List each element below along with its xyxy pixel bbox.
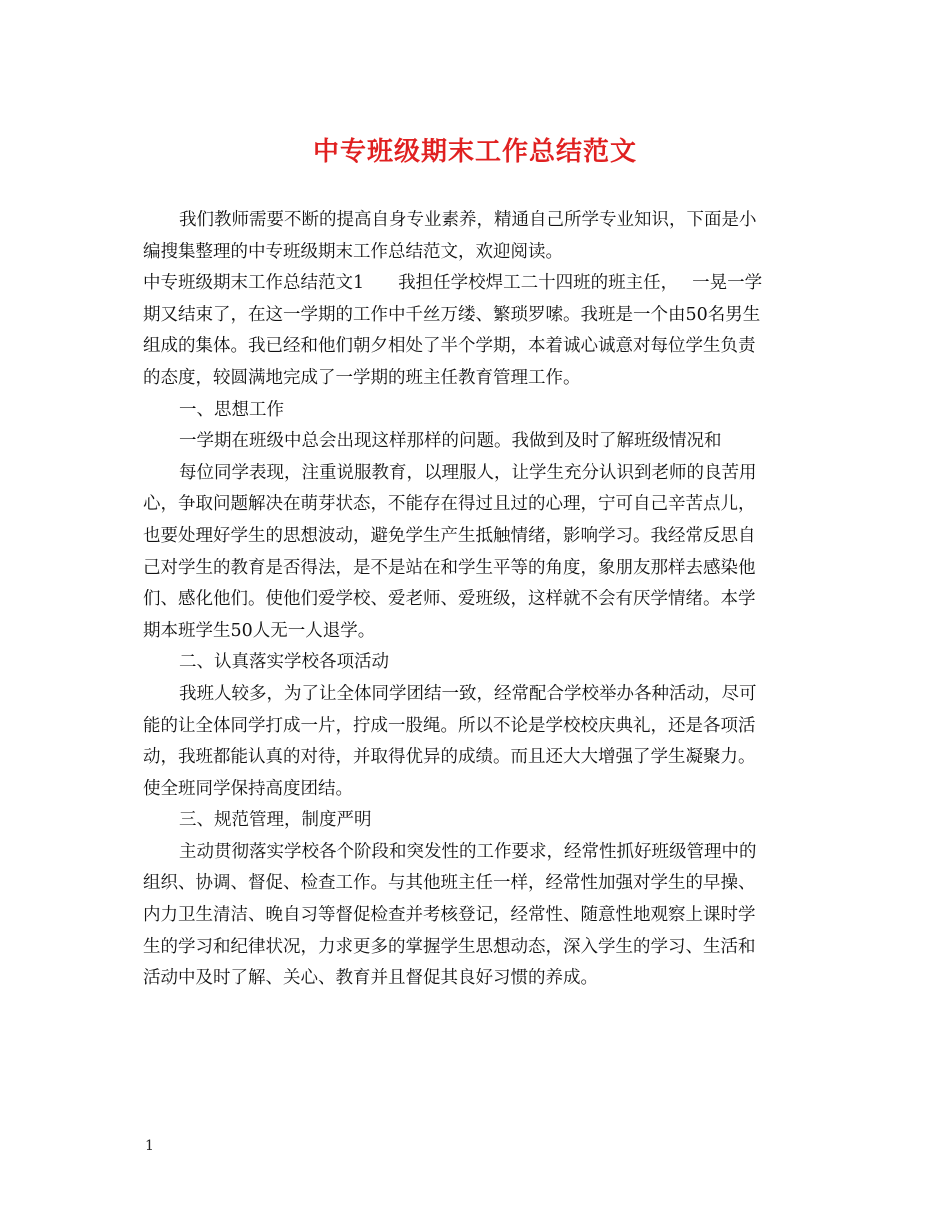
page-number: 1 xyxy=(145,1138,154,1154)
paragraph-line: 生的学习和纪律状况，力求更多的掌握学生思想动态，深入学生的学习、生活和 xyxy=(143,936,756,957)
paragraph-line: 们、感化他们。使他们爱学校、爱老师、爱班级，这样就不会有厌学情绪。本学 xyxy=(143,589,756,610)
paragraph-text: 一晃一学 xyxy=(692,273,763,294)
paragraph-line: 心，争取问题解决在萌芽状态，不能存在得过且过的心理，宁可自己辛苦点儿， xyxy=(143,494,756,515)
paragraph-line: 内力卫生清洁、晚自习等督促检查并考核登记，经常性、随意性地观察上课时学 xyxy=(143,905,756,926)
paragraph-line: 组织、协调、督促、检查工作。与其他班主任一样，经常性加强对学生的早操、 xyxy=(143,873,756,894)
paragraph-line: 主动贯彻落实学校各个阶段和突发性的工作要求，经常性抓好班级管理中的 xyxy=(179,841,757,862)
paragraph-line: 活动中及时了解、关心、教育并且督促其良好习惯的养成。 xyxy=(143,968,598,989)
paragraph-line: 期又结束了，在这一学期的工作中千丝万缕、繁琐罗嗦。我班是一个由50名男生 xyxy=(143,304,761,325)
paragraph-line: 的态度，较圆满地完成了一学期的班主任教育管理工作。 xyxy=(143,367,581,388)
section-heading: 一、思想工作 xyxy=(179,399,284,420)
paragraph-line: 编搜集整理的中专班级期末工作总结范文，欢迎阅读。 xyxy=(143,241,563,262)
paragraph-line: 己对学生的教育是否得法，是不是站在和学生平等的角度，象朋友那样去感染他 xyxy=(143,557,756,578)
section-heading: 三、规范管理，制度严明 xyxy=(179,810,372,831)
paragraph-line: 我们教师需要不断的提高自身专业素养，精通自己所学专业知识，下面是小 xyxy=(179,210,757,230)
paragraph-line xyxy=(143,268,807,300)
paragraph-line: 一学期在班级中总会出现这样那样的问题。我做到及时了解班级情况和 xyxy=(179,431,722,452)
section-heading: 中专班级期末工作总结范文1 xyxy=(143,273,365,294)
paragraph-line: 期本班学生50人无一人退学。 xyxy=(143,620,376,641)
paragraph-line: 我班人较多，为了让全体同学团结一致，经常配合学校举办各种活动，尽可 xyxy=(179,683,757,704)
paragraph-line: 每位同学表现，注重说服教育，以理服人，让学生充分认识到老师的良苦用 xyxy=(179,462,757,483)
section-heading: 二、认真落实学校各项活动 xyxy=(179,652,389,673)
document-body xyxy=(143,205,807,995)
paragraph-line: 组成的集体。我已经和他们朝夕相处了半个学期，本着诚心诚意对每位学生负责 xyxy=(143,336,756,357)
paragraph-line: 动，我班都能认真的对待，并取得优异的成绩。而且还大大增强了学生凝聚力。 xyxy=(143,747,756,768)
paragraph-text: 我担任学校焊工二十四班的班主任， xyxy=(398,273,679,294)
paragraph-line: 能的让全体同学打成一片，拧成一股绳。所以不论是学校校庆典礼，还是各项活 xyxy=(143,715,756,736)
document-title: 中专班级期末工作总结范文 xyxy=(312,137,637,167)
paragraph-line: 使全班同学保持高度团结。 xyxy=(143,778,353,799)
paragraph-line: 也要处理好学生的思想波动，避免学生产生抵触情绪，影响学习。我经常反思自 xyxy=(143,525,756,546)
